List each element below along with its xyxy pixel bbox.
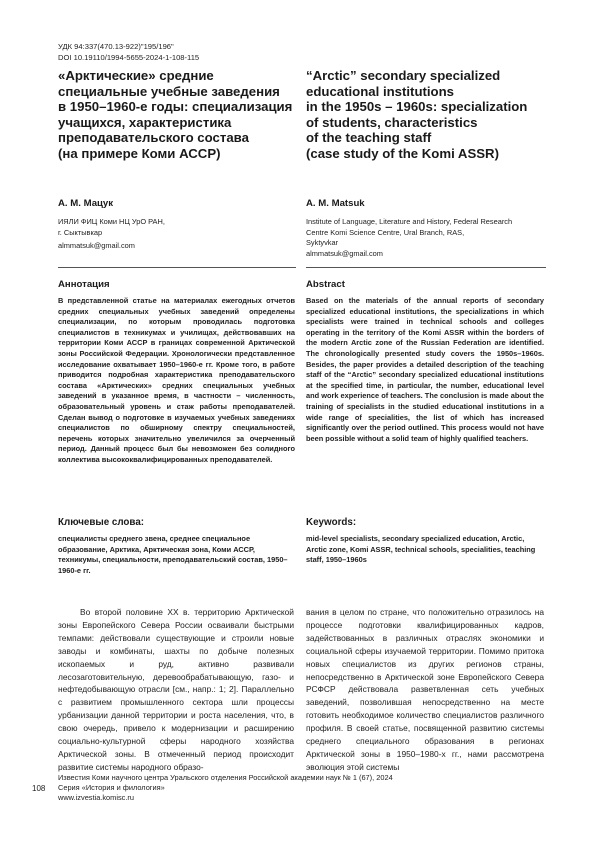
en-title-line: “Arctic” secondary specialized xyxy=(306,68,546,84)
en-separator xyxy=(306,267,546,268)
footer-journal: Известия Коми научного центра Уральского отделения Российской академии наук № 1 (67), 2024 xyxy=(58,773,548,783)
ru-separator xyxy=(58,267,296,268)
en-title-line: in the 1950s – 1960s: specialization xyxy=(306,99,546,115)
ru-title-line: «Арктические» средние xyxy=(58,68,290,84)
body-column-1: Во второй половине XX в. территорию Арктической зоны Европейского Севера России осваивали быстрыми темпами: действовали существующие и строили новые заводы и комбинаты, шахты по добыче полезных ископаемых и руд, активно развивали лесозаготовительную, деревообрабатывающую, газо- и нефтедобывающую отрасли [см., напр.: 1; 2]. Параллельно с развитием промышленного сектора шли процессы урбанизации данной территории и роста населения, что, в свою очередь, привело к модернизации и расширению социально-культурной сферы народного хозяйства Арктической зоны. В отмеченный период происходит развитие системы народного образо- xyxy=(58,606,294,774)
footer-series: Серия «История и филология» xyxy=(58,783,548,793)
ru-author: А. М. Мацук xyxy=(58,198,113,209)
en-affiliation xyxy=(306,217,546,259)
en-affiliation-line: Centre Komi Science Centre, Ural Branch, RAS, xyxy=(306,228,546,239)
en-email[interactable]: almmatsuk@gmail.com xyxy=(306,249,546,260)
ru-keywords-heading: Ключевые слова: xyxy=(58,517,144,528)
en-keywords: mid-level specialists, secondary specialized education, Arctic, Arctic zone, Komi ASSR, technical schools, specialities, teaching staff, 1950–1960s xyxy=(306,534,544,566)
en-title xyxy=(306,68,546,162)
en-keywords-heading: Keywords: xyxy=(306,517,356,528)
ru-affiliation xyxy=(58,217,290,252)
ru-affiliation-line: г. Сыктывкар xyxy=(58,228,290,239)
ru-title-line: преподавательского состава xyxy=(58,130,290,146)
doi: DOI 10.19110/1994-5655-2024-1-108-115 xyxy=(58,53,199,63)
en-affiliation-line: Syktyvkar xyxy=(306,238,546,249)
footer-site-link[interactable]: www.izvestia.komisc.ru xyxy=(58,793,548,803)
ru-affiliation-line: ИЯЛИ ФИЦ Коми НЦ УрО РАН, xyxy=(58,217,290,228)
ru-title xyxy=(58,68,290,162)
ru-title-line: учащихся, характеристика xyxy=(58,115,290,131)
en-affiliation-line: Institute of Language, Literature and History, Federal Research xyxy=(306,217,546,228)
ru-abstract-heading: Аннотация xyxy=(58,279,110,290)
page-number: 108 xyxy=(32,784,45,793)
ru-title-line: (на примере Коми АССР) xyxy=(58,146,290,162)
en-title-line: (case study of the Komi ASSR) xyxy=(306,146,546,162)
en-abstract: Based on the materials of the annual reports of secondary specialized educational institutions, the specializations in which specialists were trained in technical schools and colleges operating in the territory of the Komi ASSR within the borders of the modern Arctic zone of the Russian Federation are identified. The chronologically presented study covers the 1950s–1960s. Besides, the paper provides a detailed description of the teaching staff of the “Arctic” secondary specialized educational institutions at the specified time, in particular, the number, educational level and work experience of teachers. The conclusion is made about the training of specialists in the studied educational institutions in a wide range of specialities, the list of which has increased significantly over the period outlined. This process would not have been possible without a solid team of highly qualified teachers. xyxy=(306,296,544,444)
en-title-line: of the teaching staff xyxy=(306,130,546,146)
body-column-2: вания в целом по стране, что положительно отразилось на процессе подготовки квалифицированных кадров, задействованных в различных отраслях экономики и социальной сферы изучаемой территории. Помимо притока новых специалистов из других регионов страны, непосредственно в Арктической зоне Европейского Севера РСФСР действовала разветвленная сеть учебных заведений, позволившая непосредственно на месте готовить необходимое количество специалистов различного профиля. В своей статье, посвященной развитию системы среднего специального образования в регионах Арктической зоны в 1950–1980-х гг., нами рассмотрена эволюция этой системы xyxy=(306,606,544,774)
ru-title-line: специальные учебные заведения xyxy=(58,84,290,100)
ru-title-line: в 1950–1960-е годы: специализация xyxy=(58,99,290,115)
udk: УДК 94:337(470.13-922)"195/196" xyxy=(58,42,174,52)
en-abstract-heading: Abstract xyxy=(306,279,345,290)
ru-keywords: специалисты среднего звена, среднее специальное образование, Арктика, Арктическая зона, Коми АССР, техникумы, специальности, преподавательский состав, 1950–1960-е гг. xyxy=(58,534,295,576)
ru-abstract: В представленной статье на материалах ежегодных отчетов средних специальных учебных заведений определены специализации, по которым проводилась подготовка специалистов в техникумах и училищах, действовавших на территории Коми АССР в границах современной Арктической зоны Российской Федерации. Хронологически представленное исследование охватывает 1950–1960-е гг. Кроме того, в работе приводится подробная характеристика преподавательского состава «Арктических» средних специальных учебных заведений в указанное время, в частности – численность, образовательный уровень и стаж работы преподавателей. Сделан вывод о подготовке в изучаемых учебных заведениях специалистов по обширному спектру специальностей, перечень которых значительно увеличился за очерченный период. Данный процесс был бы невозможен без солидного коллектива высококвалифицированных преподавателей. xyxy=(58,296,295,466)
en-title-line: educational institutions xyxy=(306,84,546,100)
footer xyxy=(58,773,548,804)
ru-email[interactable]: almmatsuk@gmail.com xyxy=(58,241,290,252)
en-author: A. M. Matsuk xyxy=(306,198,365,209)
en-title-line: of students, characteristics xyxy=(306,115,546,131)
